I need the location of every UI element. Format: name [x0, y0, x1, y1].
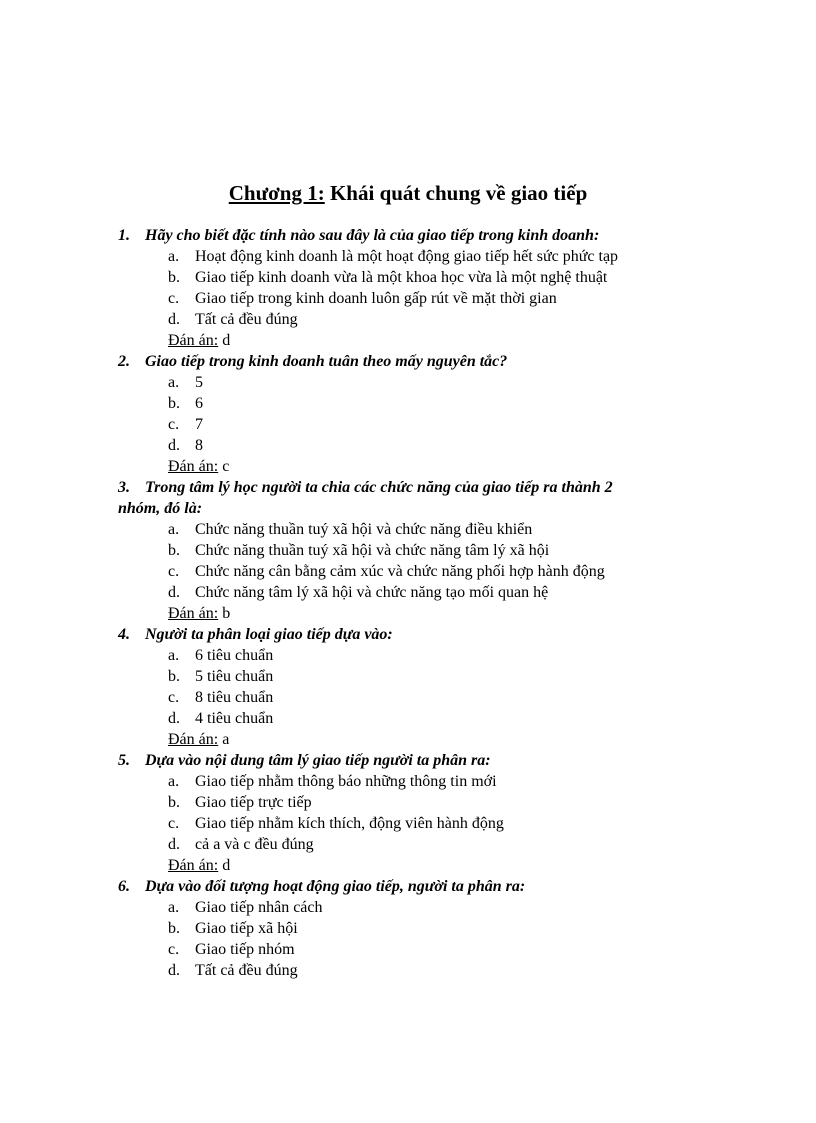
option-letter: a.	[168, 521, 180, 538]
answer-option-b	[118, 918, 710, 939]
question-item-5	[118, 750, 710, 876]
answer-line	[118, 855, 710, 876]
question-text: Hãy cho biết đặc tính nào sau đây là của giao tiếp trong kinh doanh:	[145, 227, 600, 244]
question-heading	[118, 477, 710, 519]
question-item-3	[118, 477, 710, 624]
question-number: 2.	[118, 353, 130, 370]
option-text: Tất cả đều đúng	[195, 311, 298, 328]
option-text: 8 tiêu chuẩn	[195, 689, 274, 706]
option-letter: b.	[168, 920, 180, 937]
option-text: 5 tiêu chuẩn	[195, 668, 274, 685]
answer-label: Đán án:	[168, 458, 219, 475]
answer-option-a	[118, 372, 710, 393]
answer-value: b	[218, 605, 231, 622]
question-heading	[118, 750, 710, 771]
answer-option-c	[118, 813, 710, 834]
answer-option-d	[118, 309, 710, 330]
answer-line	[118, 603, 710, 624]
question-item-4	[118, 624, 710, 750]
question-number: 6.	[118, 878, 130, 895]
question-heading	[118, 225, 710, 246]
answer-option-b	[118, 393, 710, 414]
question-heading	[118, 351, 710, 372]
question-item-6	[118, 876, 710, 981]
question-heading	[118, 876, 710, 897]
answer-option-d	[118, 582, 710, 603]
answer-option-c	[118, 687, 710, 708]
option-text: Giao tiếp nhân cách	[195, 899, 323, 916]
question-heading	[118, 624, 710, 645]
option-letter: c.	[168, 563, 180, 580]
chapter-title-text: Khái quát chung về giao tiếp	[329, 181, 588, 206]
answer-option-d	[118, 708, 710, 729]
option-letter: a.	[168, 647, 180, 664]
question-text: Dựa vào đối tượng hoạt động giao tiếp, người ta phân ra:	[145, 878, 526, 895]
question-number: 4.	[118, 626, 130, 643]
answer-label: Đán án:	[168, 605, 219, 622]
question-text: Dựa vào nội dung tâm lý giao tiếp người ta phân ra:	[145, 752, 491, 769]
option-letter: d.	[168, 710, 180, 727]
option-letter: a.	[168, 899, 180, 916]
option-letter: b.	[168, 542, 180, 559]
option-text: Giao tiếp nhằm thông báo những thông tin mới	[195, 773, 497, 790]
option-text: 6	[195, 395, 203, 412]
option-text: cả a và c đều đúng	[195, 836, 314, 853]
option-text: Chức năng thuần tuý xã hội và chức năng tâm lý xã hội	[195, 542, 550, 559]
answer-label: Đán án:	[168, 332, 219, 349]
option-text: 7	[195, 416, 203, 433]
question-text: Người ta phân loại giao tiếp dựa vào:	[145, 626, 393, 643]
answer-option-b	[118, 792, 710, 813]
option-text: Chức năng thuần tuý xã hội và chức năng điều khiển	[195, 521, 533, 538]
answer-option-a	[118, 771, 710, 792]
answer-option-a	[118, 645, 710, 666]
answer-option-b	[118, 540, 710, 561]
answer-value: d	[218, 857, 231, 874]
answer-option-a	[118, 519, 710, 540]
option-letter: b.	[168, 794, 180, 811]
option-text: Giao tiếp nhằm kích thích, động viên hành động	[195, 815, 504, 832]
option-text: Giao tiếp trực tiếp	[195, 794, 312, 811]
option-text: Hoạt động kinh doanh là một hoạt động giao tiếp hết sức phức tạp	[195, 248, 619, 265]
option-letter: b.	[168, 395, 180, 412]
question-text: Trong tâm lý học người ta chia các chức năng của giao tiếp ra thành 2	[145, 479, 613, 496]
answer-option-d	[118, 834, 710, 855]
answer-option-c	[118, 939, 710, 960]
option-letter: c.	[168, 941, 180, 958]
answer-option-a	[118, 246, 710, 267]
answer-line	[118, 330, 710, 351]
option-letter: c.	[168, 689, 180, 706]
option-letter: d.	[168, 584, 180, 601]
option-text: 8	[195, 437, 203, 454]
answer-option-c	[118, 561, 710, 582]
option-letter: a.	[168, 374, 180, 391]
option-text: 4 tiêu chuẩn	[195, 710, 274, 727]
question-item-1	[118, 225, 710, 351]
option-text: Tất cả đều đúng	[195, 962, 298, 979]
answer-option-d	[118, 435, 710, 456]
option-letter: d.	[168, 437, 180, 454]
answer-option-d	[118, 960, 710, 981]
chapter-label: Chương 1:	[228, 181, 325, 206]
answer-option-c	[118, 288, 710, 309]
answer-label: Đán án:	[168, 731, 219, 748]
option-letter: d.	[168, 311, 180, 328]
page-title	[0, 176, 816, 210]
option-letter: a.	[168, 773, 180, 790]
answer-option-b	[118, 267, 710, 288]
option-letter: b.	[168, 269, 180, 286]
option-letter: b.	[168, 668, 180, 685]
answer-value: a	[218, 731, 230, 748]
option-text: 6 tiêu chuẩn	[195, 647, 274, 664]
option-text: Chức năng tâm lý xã hội và chức năng tạo mối quan hệ	[195, 584, 549, 601]
option-letter: d.	[168, 962, 180, 979]
option-letter: c.	[168, 290, 180, 307]
question-number: 5.	[118, 752, 130, 769]
question-text-continuation: nhóm, đó là:	[118, 500, 203, 517]
option-letter: c.	[168, 416, 180, 433]
question-text: Giao tiếp trong kinh doanh tuân theo mấy nguyên tắc?	[145, 353, 508, 370]
answer-option-b	[118, 666, 710, 687]
question-number: 3.	[118, 479, 130, 496]
option-letter: a.	[168, 248, 180, 265]
question-list	[118, 225, 710, 981]
option-text: Giao tiếp xã hội	[195, 920, 298, 937]
option-text: Chức năng cân bằng cảm xúc và chức năng phối hợp hành động	[195, 563, 605, 580]
answer-line	[118, 456, 710, 477]
answer-value: c	[218, 458, 230, 475]
option-letter: d.	[168, 836, 180, 853]
answer-value: d	[218, 332, 231, 349]
option-text: Giao tiếp trong kinh doanh luôn gấp rút về mặt thời gian	[195, 290, 557, 307]
question-item-2	[118, 351, 710, 477]
answer-label: Đán án:	[168, 857, 219, 874]
option-text: Giao tiếp nhóm	[195, 941, 295, 958]
option-text: Giao tiếp kinh doanh vừa là một khoa học vừa là một nghệ thuật	[195, 269, 608, 286]
question-number: 1.	[118, 227, 130, 244]
option-text: 5	[195, 374, 203, 391]
answer-option-a	[118, 897, 710, 918]
answer-option-c	[118, 414, 710, 435]
option-letter: c.	[168, 815, 180, 832]
answer-line	[118, 729, 710, 750]
